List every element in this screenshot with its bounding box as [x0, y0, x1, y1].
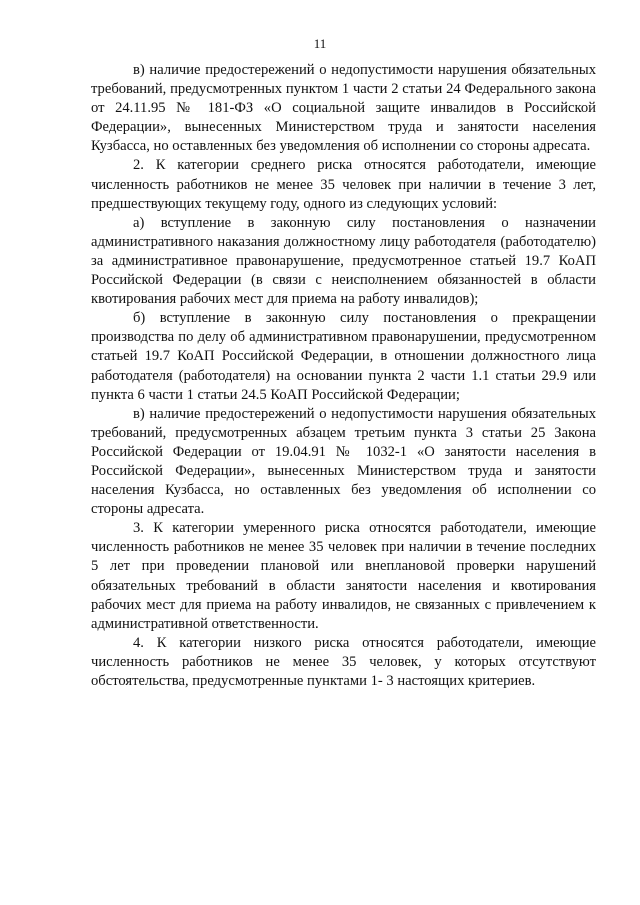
paragraph-2: 2. К категории среднего риска относятся работодатели, имеющие численность работников не менее 35 человек при наличии в течение 3 лет, предшествующих текущему году, одного из следующих условий:	[91, 157, 596, 212]
paragraph-2a: а) вступление в законную силу постановления о назначении административного наказания должностному лицу работодателя (работодателю) за административное правонарушение, предусмотренное статьей 19.7 КоАП Российской Федерации (в связи с неисполнением обязанностей в области квотирования рабочих мест для приема на работу инвалидов);	[91, 214, 596, 308]
paragraph-2c: в) наличие предостережений о недопустимости нарушения обязательных требований, предусмотренных абзацем третьим пункта 3 статьи 25 Закона Российской Федерации от 19.04.91 № 1032-1 «О занятости населения в Российской Федерации», вынесенных Министерством труда и занятости населения Кузбасса, но оставленных без уведомления об исполнении со стороны адресата.	[91, 405, 596, 518]
paragraph-2b: б) вступление в законную силу постановления о прекращении производства по делу об административном правонарушении, предусмотренном статьей 19.7 КоАП Российской Федерации, в отношении должностного лица работодателя (работодателя) на основании пункта 2 части 1.1 статьи 29.9 или пункта 6 части 1 статьи 24.5 КоАП Российской Федерации;	[91, 310, 596, 403]
paragraph-4: 4. К категории низкого риска относятся работодатели, имеющие численность работников не менее 35 человек, у которых отсутствуют обстоятельства, предусмотренные пунктами 1- 3 настоящих критериев.	[91, 634, 596, 689]
document-body	[91, 61, 596, 691]
page-number: 11	[313, 36, 327, 51]
paragraph-3: 3. К категории умеренного риска относятся работодатели, имеющие численность работников не менее 35 человек при наличии в течение последних 5 лет при проведении плановой или внеплановой проверки нарушений обязательных требований в области занятости населения и квотирования рабочих мест для приема на работу инвалидов, не связанных с привлечением к административной ответственности.	[91, 520, 596, 632]
paragraph-1c: в) наличие предостережений о недопустимости нарушения обязательных требований, предусмотренных пунктом 1 части 2 статьи 24 Федерального закона от 24.11.95 № 181-ФЗ «О социальной защите инвалидов в Российской Федерации», вынесенных Министерством труда и занятости населения Кузбасса, но оставленных без уведомления об исполнении со стороны адресата.	[91, 62, 596, 155]
